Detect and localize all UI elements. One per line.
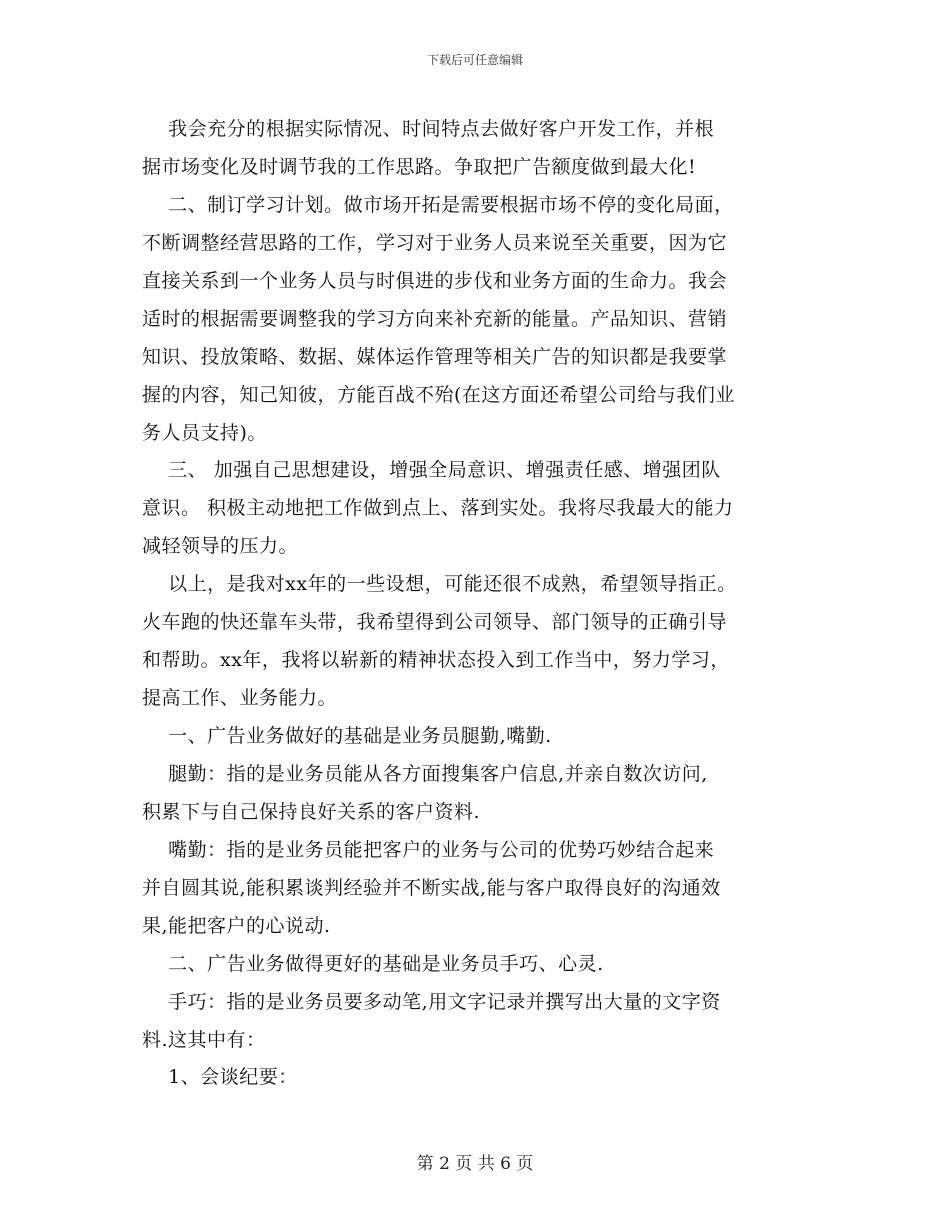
text-line: 1、会谈纪要： [142, 1066, 298, 1089]
text-line: 直接关系到一个业务人员与时俱进的步伐和业务方面的生命力。我会 [142, 269, 728, 292]
text-line: 一、广告业务做好的基础是业务员腿勤,嘴勤. [142, 725, 552, 747]
page-footer: 第 2 页 共 6 页 [416, 1154, 534, 1174]
page-header: 下载后可任意编辑 [426, 53, 523, 67]
text-line: 据市场变化及时调节我的工作思路。争取把广告额度做到最大化! [142, 155, 697, 178]
text-line: 意识。 积极主动地把工作做到点上、落到实处。我将尽我最大的能力 [142, 497, 734, 520]
text-line: 二、广告业务做得更好的基础是业务员手巧、心灵. [142, 952, 604, 975]
text-line: 料.这其中有： [142, 1028, 266, 1051]
text-line: 三、 加强自己思想建设，增强全局意识、增强责任感、增强团队 [142, 459, 721, 482]
text-line: 腿勤：指的是业务员能从各方面搜集客户信息,并亲自数次访问, [142, 762, 708, 785]
text-line: 减轻领导的压力。 [142, 535, 299, 558]
text-line: 并自圆其说,能积累谈判经验并不断实战,能与客户取得良好的沟通效 [142, 876, 721, 899]
text-line: 积累下与自己保持良好关系的客户资料. [142, 800, 481, 823]
text-line: 不断调整经营思路的工作，学习对于业务人员来说至关重要，因为它 [142, 231, 728, 254]
text-line: 知识、投放策略、数据、媒体运作管理等相关广告的知识都是我要掌 [142, 345, 728, 368]
text-line: 适时的根据需要调整我的学习方向来补充新的能量。产品知识、营销 [142, 307, 728, 330]
text-line: 以上，是我对xx年的一些设想，可能还很不成熟，希望领导指正。 [142, 573, 737, 596]
text-line: 嘴勤：指的是业务员能把客户的业务与公司的优势巧妙结合起来 [142, 838, 715, 861]
text-line: 二、制订学习计划。做市场开拓是需要根据市场不停的变化局面， [142, 193, 734, 216]
text-line: 提高工作、业务能力。 [142, 687, 338, 710]
text-line: 和帮助。xx年，我将以崭新的精神状态投入到工作当中，努力学习， [142, 649, 730, 672]
text-line: 火车跑的快还靠车头带，我希望得到公司领导、部门领导的正确引导 [142, 611, 728, 634]
text-line: 握的内容，知己知彼，方能百战不殆(在这方面还希望公司给与我们业 [142, 383, 735, 406]
text-line: 果,能把客户的心说动. [142, 914, 331, 937]
body-text [142, 111, 812, 1097]
text-line: 务人员支持)。 [142, 421, 267, 444]
text-line: 手巧：指的是业务员要多动笔,用文字记录并撰写出大量的文字资 [142, 990, 721, 1013]
text-line: 我会充分的根据实际情况、时间特点去做好客户开发工作，并根 [142, 118, 715, 140]
